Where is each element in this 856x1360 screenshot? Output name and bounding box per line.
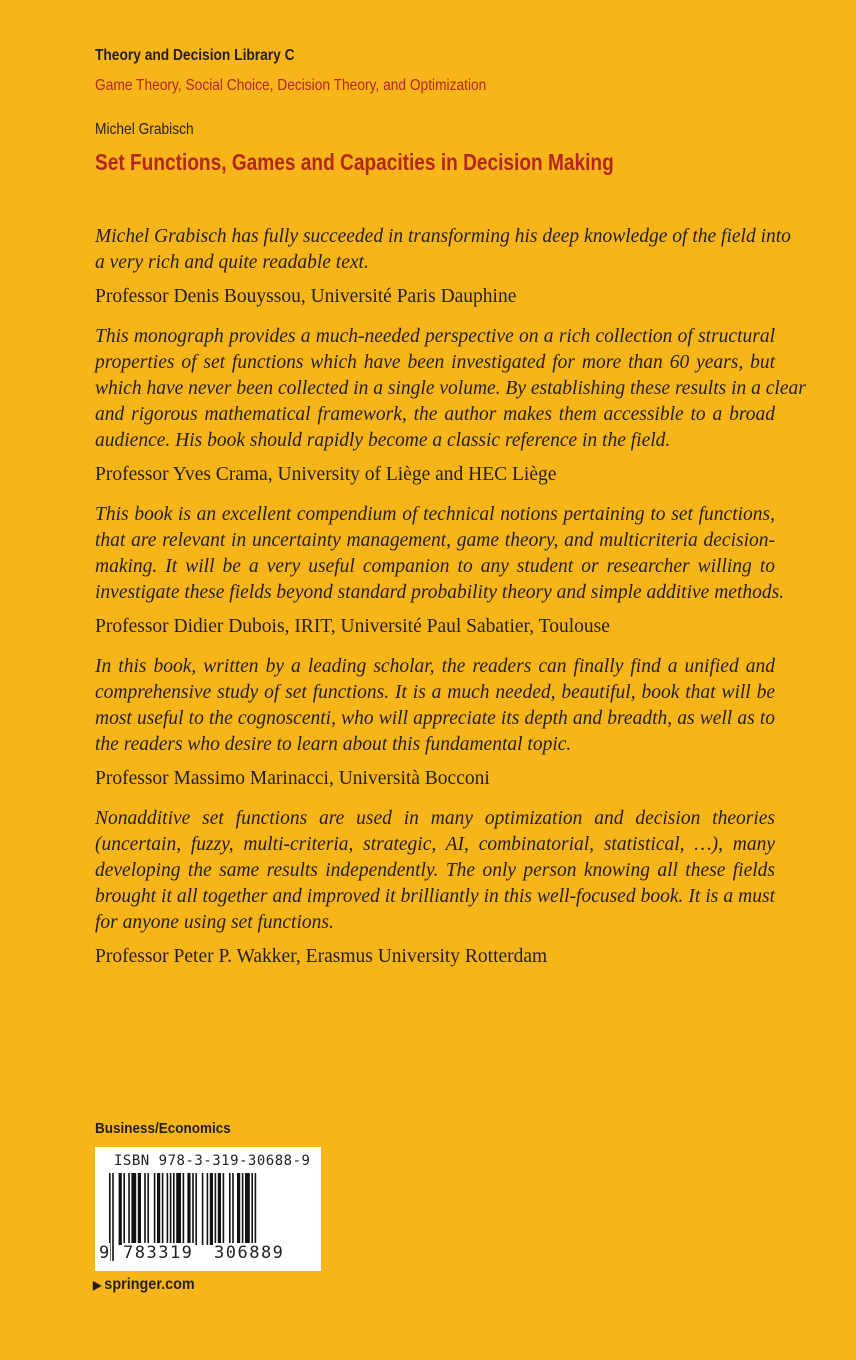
review-quote [95,324,806,454]
barcode-bar [218,1173,221,1245]
barcode-bar [112,1173,114,1261]
quote-line: making. It will be a very useful companion to any student or researcher willing to [95,556,775,577]
quote-line: most useful to the cognoscenti, who will appreciate its depth and breadth, as well as to [95,708,775,729]
barcode-bar [187,1173,190,1245]
quote-line: Nonadditive set functions are used in many optimization and decision theories [95,808,775,829]
ean-first-digit: 9 [99,1243,110,1263]
barcode-bar [215,1173,217,1245]
barcode-bar [173,1173,175,1245]
reviews [95,224,806,984]
ean-group-1: 783319 [123,1243,194,1263]
barcode-bar [237,1173,240,1245]
quote-line: (uncertain, fuzzy, multi-criteria, strategic, AI, combinatorial, statistical, …), many [95,834,775,855]
review-attribution: Professor Denis Bouyssou, Université Paris Dauphine [95,286,517,307]
quote-line: that are relevant in uncertainty management, game theory, and multicriteria decision- [95,530,775,551]
review-quote [95,806,775,936]
barcode-bar [195,1173,197,1245]
barcode-bar [131,1173,136,1245]
quote-line: In this book, written by a leading scholar, the readers can finally find a unified and [95,656,775,677]
review-quote [95,224,791,276]
barcode-bar [229,1173,231,1245]
review-attribution: Professor Didier Dubois, IRIT, Université Paul Sabatier, Toulouse [95,616,610,637]
barcode-bar [157,1173,160,1245]
quote-line: for anyone using set functions. [95,912,334,933]
isbn-barcode [95,1147,321,1271]
isbn-text: ISBN 978-3-319-30688-9 [114,1153,311,1169]
review-quote [95,654,775,758]
review-attribution: Professor Peter P. Wakker, Erasmus University Rotterdam [95,946,548,967]
quote-line: comprehensive study of set functions. It is a much needed, beautiful, book that will be [95,682,775,703]
review-attribution: Professor Massimo Marinacci, Università Bocconi [95,768,490,789]
review-quote [95,502,785,606]
quote-line: This monograph provides a much-needed perspective on a rich collection of structural [95,326,775,347]
author-name: Michel Grabisch [95,121,194,138]
barcode-bar [147,1173,149,1245]
barcode-bar [245,1173,250,1245]
series-name: Theory and Decision Library C [95,47,295,64]
ean-group-2: 306889 [214,1243,285,1263]
quote-line: the readers who desire to learn about this fundamental topic. [95,734,572,755]
barcode-bar [154,1173,156,1245]
publisher-link[interactable]: ▶ springer.com [93,1276,195,1293]
barcode-bar [232,1173,234,1245]
quote-line: which have never been collected in a single volume. By establishing these results in a clear [95,378,806,399]
barcode-bar [119,1173,122,1245]
quote-line: properties of set functions which have been investigated for more than 60 years, but [95,352,775,373]
quote-line: investigate these fields beyond standard probability theory and simple additive methods. [95,582,785,603]
barcode-bar [144,1173,146,1245]
quote-line: This book is an excellent compendium of technical notions pertaining to set functions, [95,504,775,525]
series-subtitle: Game Theory, Social Choice, Decision Theory, and Optimization [95,77,487,94]
barcode-bar [138,1173,141,1245]
barcode-bar [202,1173,204,1245]
quote-line: audience. His book should rapidly become a classic reference in the field. [95,430,671,451]
barcode-bar [162,1173,164,1245]
quote-line: developing the same results independently. The only person knowing all these fields [95,860,775,881]
quote-line: and rigorous mathematical framework, the author makes them accessible to a broad [95,404,775,425]
book-title: Set Functions, Games and Capacities in Decision Making [95,149,614,175]
barcode-bar [192,1173,194,1245]
barcode-bar [242,1173,244,1245]
quote-line: brought it all together and improved it brilliantly in this well-focused book. It is a must [95,886,775,907]
barcode-bar [223,1173,225,1245]
review-attribution: Professor Yves Crama, University of Liège and HEC Liège [95,464,557,485]
quote-line: Michel Grabisch has fully succeeded in transforming his deep knowledge of the field into [95,226,791,247]
quote-line: a very rich and quite readable text. [95,252,369,273]
barcode-bar [207,1173,209,1245]
barcode-bar [170,1173,172,1245]
barcode-bar [123,1173,125,1245]
barcode-bar [210,1173,213,1245]
barcode-bar [128,1173,130,1245]
barcode-bar [176,1173,181,1245]
barcode-bar [167,1173,169,1245]
arrow-right-icon: ▶ [93,1278,105,1292]
category-label: Business/Economics [95,1120,231,1137]
